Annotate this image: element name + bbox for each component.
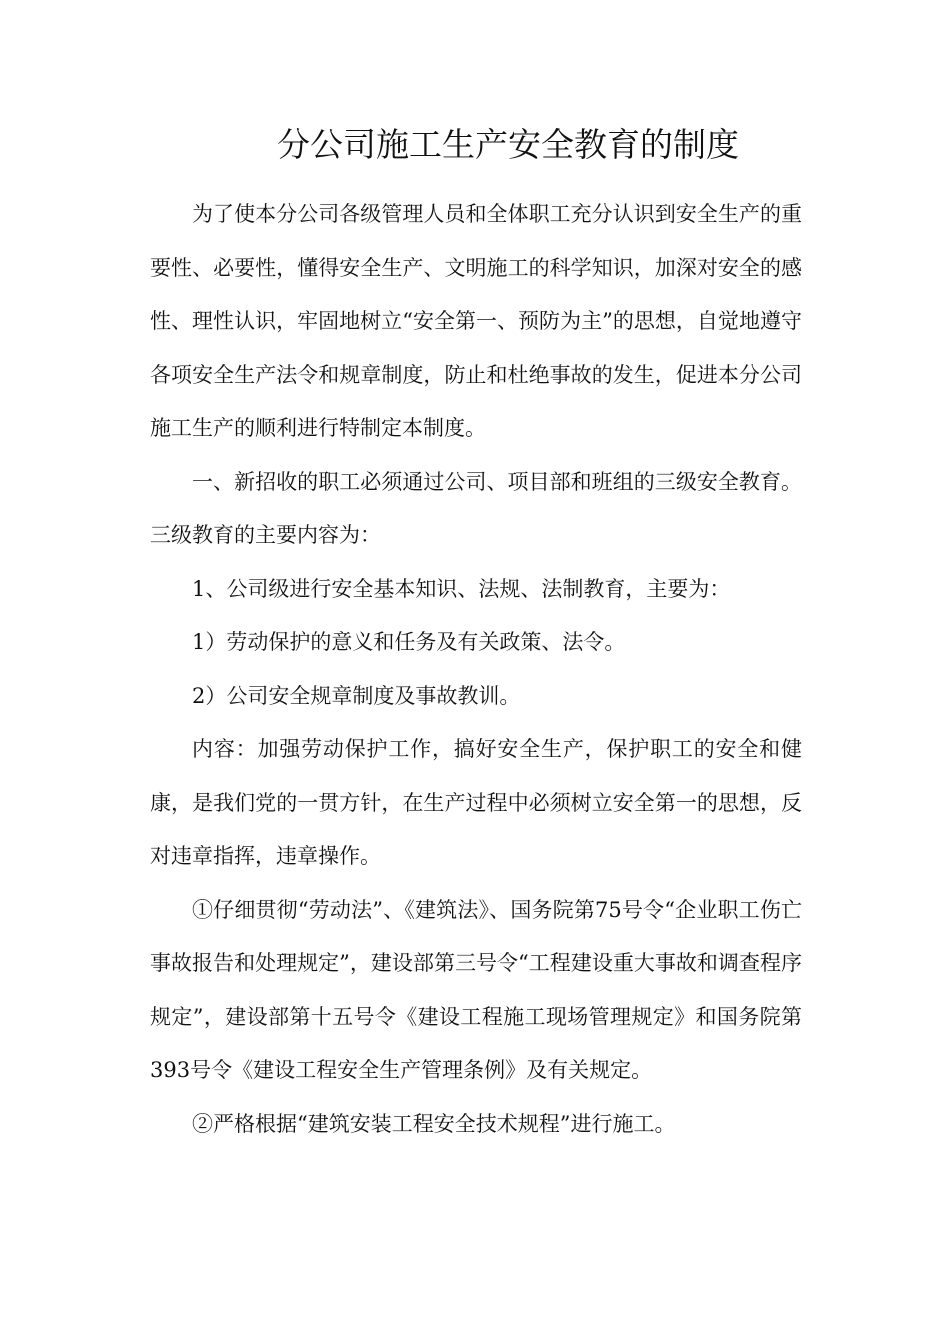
paragraph-content: 内容：加强劳动保护工作，搞好安全生产，保护职工的安全和健康，是我们党的一贯方针，在生产过程中必须树立安全第一的思想，反对违章指挥，违章操作。 (150, 737, 802, 868)
document-body (150, 188, 802, 1151)
paragraph-subitem-2: 2）公司安全规章制度及事故教训。 (192, 683, 521, 708)
paragraph-section-1: 一、新招收的职工必须通过公司、项目部和班组的三级安全教育。三级教育的主要内容为： (150, 469, 802, 547)
paragraph-subitem-1: 1）劳动保护的意义和任务及有关政策、法令。 (192, 630, 626, 654)
paragraph-point-1: ①仔细贯彻“劳动法”、《建筑法》、国务院第75号令“企业职工伤亡事故报告和处理规定”，建设部第三号令“工程建设重大事故和调查程序规定”，建设部第十五号令《建设工程施工现场管理规定》和国务院第393号令《建设工程安全生产管理条例》及有关规定。 (150, 897, 802, 1082)
paragraph-item-1: 1、公司级进行安全基本知识、法规、法制教育，主要为： (192, 576, 731, 601)
paragraph-point-2: ②严格根据“建筑安装工程安全技术规程”进行施工。 (192, 1111, 676, 1136)
document-title: 分公司施工生产安全教育的制度 (277, 125, 739, 164)
paragraph-intro: 为了使本分公司各级管理人员和全体职工充分认识到安全生产的重要性、必要性，懂得安全生产、文明施工的科学知识，加深对安全的感性、理性认识，牢固地树立“安全第一、预防为主”的思想，自觉地遵守各项安全生产法令和规章制度，防止和杜绝事故的发生，促进本分公司施工生产的顺利进行特制定本制度。 (150, 202, 802, 440)
